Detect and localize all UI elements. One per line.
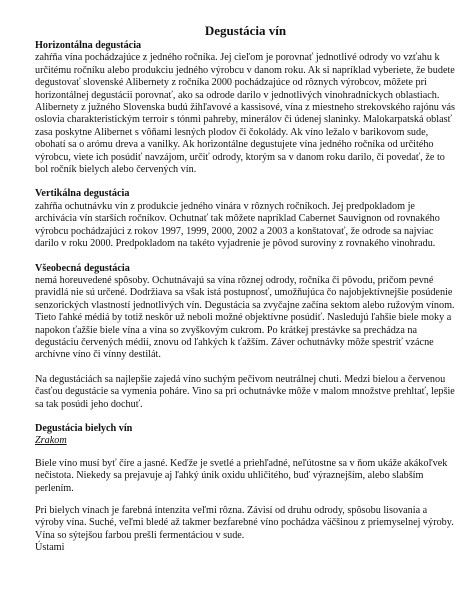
white-wine-paragraph-2: Pri bielych vínach je farebná intenzita veľmi rôzna. Závisí od druhu odrody, spôsobu lisovania a výroby vína. Suché, veľmi bledé až takmer bezfarebné víno pochádza väčšinou z priemyselnej výroby. Vína so sýtejšou farbou prešli fermentáciou v sude. [35, 505, 454, 541]
section-heading-horizontal: Horizontálna degustácia [35, 40, 142, 51]
page-title: Degustácia vín [204, 23, 287, 38]
section-text-horizontal: zahŕňa vína pochádzajúce z jedného ročníka. Jej cieľom je porovnať jednotlivé odrody vo vzťahu k určitému ročníku alebo produkciu jedného výrobcu v danom roku. Ak si napríklad vyberiete, že budete degustovať slovenské Alibernety z ročníka 2000 pochádzajúce od rôznych výrobcov, môžete pri horizontálnej degustácii porovnať, ako sa odrode darilo v jednotlivých vinohradníckych oblastiach. Alibernety z južného Slovenska budú žihľavové a kassisové, vína z miestneho strekovského rajónu vás oslovia charakteristickým terroir s tónmi pahreby, minerálov či údenej slaninky. Malokarpatská oblasť zasa poskytne Alibernet s vôňami lesných plodov či čokolády. Ak víno ležalo v barikovom sude, obohatí sa o arómu dreva a vanilky. Ak horizontálne degustujete vína jedného ročníka od určitého výrobcu, viete ich posúdiť navzájom, určiť odrody, ktorým sa v danom roku darilo, či povedať, že to bol ročník bielych alebo červených vín. [35, 52, 456, 176]
section-heading-general: Všeobecná degustácia [35, 262, 130, 274]
note-paragraph: Na degustáciách sa najlepšie zajedá víno suchým pečivom neutrálnej chuti. Medzi bielou a červenou časťou degustácie sa vymenia poháre. Vino sa pri ochutnávke môže v malom množstve prehltať, lepšie sa tak posúdi jeho dochuť. [35, 373, 455, 410]
white-wine-paragraph-1: Biele víno musí byť číre a jasné. Keďže je svetlé a priehľadné, neľútostne sa v ňom ukáže akákoľvek nečistota. Niekedy sa prejavuje aj ľahký únik oxidu uhličitého, buď výraznejším, alebo slabším perlením. [35, 457, 448, 494]
section-heading-white-wine: Degustácia bielych vín [35, 422, 133, 434]
subheading-sight: Zrakom [35, 435, 67, 447]
section-heading-vertical: Vertikálna degustácia [35, 188, 130, 200]
section-text-general: nemá horeuvedené spôsoby. Ochutnávajú sa vína rôznej odrody, ročníka či pôvodu, pričom pevné pravidlá nie sú určené. Dodržiava sa však istá postupnosť, umožňujúca čo najobjektívnejšie posúdenie senzorických vlastností jednotlivých vín. Degustácia sa zvyčajne začína sektom alebo ružovým vínom. Tieto ľahké médiá by totiž neskôr už neboli možné objektívne posúdiť. Nasledujú ľahšie biele moky a napokon ťažšie biele vína a vína so zvyškovým cukrom. Po krátkej prestávke sa prechádza na degustáciu červených médií, znovu od ľahkých k ťažším. Záver ochutnávky môže spestriť vzácne archívne víno či vínny destilát. [35, 274, 455, 361]
next-subheading-mouth: Ústami [35, 542, 65, 554]
section-text-vertical: zahŕňa ochutnávku vín z produkcie jedného vinára v rôznych ročníkoch. Jej predpokladom je archivácia vín starších ročníkov. Ochutnať tak môžete napríklad Cabernet Sauvignon od rovnakého výrobcu pochádzajúci z rokov 1997, 1999, 2000, 2002 a 2003 a konštatovať, že odrode sa najviac darilo v roku 2000. Predpokladom na takéto vyjadrenie je pôvod suroviny z rovnakého vinohradu. [35, 200, 440, 250]
